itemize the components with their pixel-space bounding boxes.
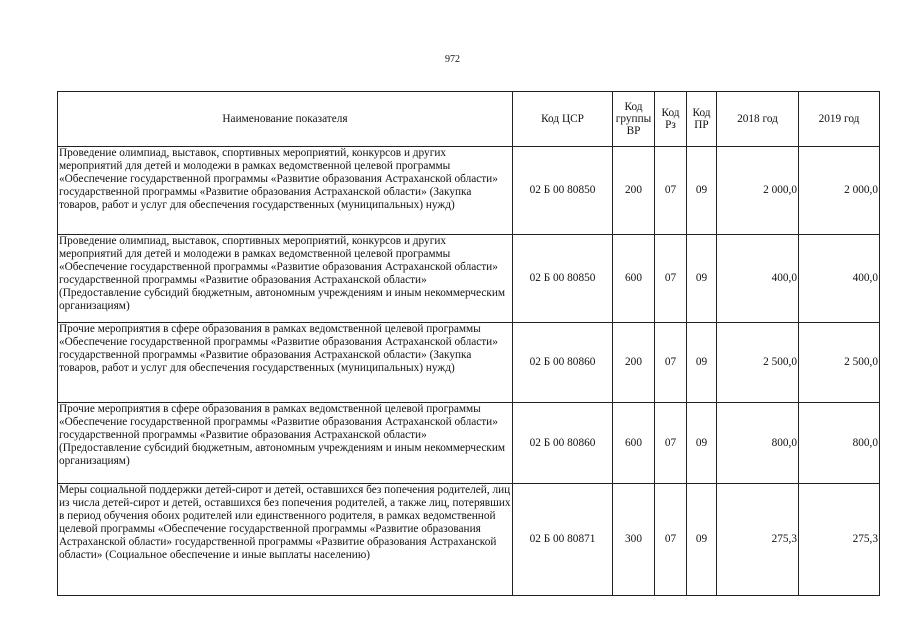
row-vr-code: 200 bbox=[613, 323, 655, 403]
row-name: Проведение олимпиад, выставок, спортивных мероприятий, конкурсов и других мероприятий для детей и молодежи в рамках ведомственной целевой программы «Обеспечение государственной программы «Развитие образования Астраханской области» государственной программы «Развитие образования Астраханской области» (Закупка товаров, работ и услуг для обеспечения государственных (муниципальных) нужд) bbox=[58, 147, 513, 235]
row-amount-2019: 800,0 bbox=[799, 403, 880, 484]
row-amount-2019: 2 000,0 bbox=[799, 147, 880, 235]
row-pr-code: 09 bbox=[687, 323, 717, 403]
budget-table bbox=[57, 91, 880, 596]
row-vr-code: 300 bbox=[613, 484, 655, 596]
row-amount-2019: 275,3 bbox=[799, 484, 880, 596]
table-row bbox=[58, 147, 880, 235]
row-vr-code: 600 bbox=[613, 403, 655, 484]
row-amount-2018: 2 000,0 bbox=[717, 147, 799, 235]
row-rz-code: 07 bbox=[655, 484, 687, 596]
row-pr-code: 09 bbox=[687, 484, 717, 596]
table-row bbox=[58, 484, 880, 596]
row-csr-code: 02 Б 00 80860 bbox=[513, 323, 613, 403]
header-2018: 2018 год bbox=[717, 92, 799, 147]
table-row bbox=[58, 403, 880, 484]
row-csr-code: 02 Б 00 80850 bbox=[513, 235, 613, 323]
table-row bbox=[58, 323, 880, 403]
header-rz-code: Код Рз bbox=[655, 92, 687, 147]
row-rz-code: 07 bbox=[655, 323, 687, 403]
row-name: Прочие мероприятия в сфере образования в рамках ведомственной целевой программы «Обеспечение государственной программы «Развитие образования Астраханской области» государственной программы «Развитие образования Астраханской области» (Предоставление субсидий бюджетным, автономным учреждениям и иным некоммерческим организациям) bbox=[58, 403, 513, 484]
header-vr-code: Код группы ВР bbox=[613, 92, 655, 147]
header-2019: 2019 год bbox=[799, 92, 880, 147]
row-name: Меры социальной поддержки детей-сирот и детей, оставшихся без попечения родителей, лиц из числа детей-сирот и детей, оставшихся без попечения родителей, а также лиц, потерявших в период обучения обоих родителей или единственного родителя, в рамках ведомственной целевой программы «Обеспечение государственной программы «Развитие образования Астраханской области» государственной программы «Развитие образования Астраханской области» (Социальное обеспечение и иные выплаты населению) bbox=[58, 484, 513, 596]
page-number: 972 bbox=[445, 54, 460, 65]
row-name: Проведение олимпиад, выставок, спортивных мероприятий, конкурсов и других мероприятий для детей и молодежи в рамках ведомственной целевой программы «Обеспечение государственной программы «Развитие образования Астраханской области» государственной программы «Развитие образования Астраханской области» (Предоставление субсидий бюджетным, автономным учреждениям и иным некоммерческим организациям) bbox=[58, 235, 513, 323]
row-rz-code: 07 bbox=[655, 147, 687, 235]
header-pr-code: Код ПР bbox=[687, 92, 717, 147]
table-row bbox=[58, 235, 880, 323]
row-amount-2018: 400,0 bbox=[717, 235, 799, 323]
row-pr-code: 09 bbox=[687, 147, 717, 235]
row-rz-code: 07 bbox=[655, 403, 687, 484]
row-amount-2018: 2 500,0 bbox=[717, 323, 799, 403]
row-pr-code: 09 bbox=[687, 403, 717, 484]
header-csr-code: Код ЦСР bbox=[513, 92, 613, 147]
row-amount-2019: 2 500,0 bbox=[799, 323, 880, 403]
row-csr-code: 02 Б 00 80871 bbox=[513, 484, 613, 596]
row-pr-code: 09 bbox=[687, 235, 717, 323]
row-name: Прочие мероприятия в сфере образования в рамках ведомственной целевой программы «Обеспечение государственной программы «Развитие образования Астраханской области» государственной программы «Развитие образования Астраханской области» (Закупка товаров, работ и услуг для обеспечения государственных (муниципальных) нужд) bbox=[58, 323, 513, 403]
table-header-row bbox=[58, 92, 880, 147]
row-amount-2019: 400,0 bbox=[799, 235, 880, 323]
row-vr-code: 200 bbox=[613, 147, 655, 235]
row-rz-code: 07 bbox=[655, 235, 687, 323]
row-vr-code: 600 bbox=[613, 235, 655, 323]
header-name: Наименование показателя bbox=[58, 92, 513, 147]
row-csr-code: 02 Б 00 80860 bbox=[513, 403, 613, 484]
row-amount-2018: 275,3 bbox=[717, 484, 799, 596]
row-csr-code: 02 Б 00 80850 bbox=[513, 147, 613, 235]
row-amount-2018: 800,0 bbox=[717, 403, 799, 484]
